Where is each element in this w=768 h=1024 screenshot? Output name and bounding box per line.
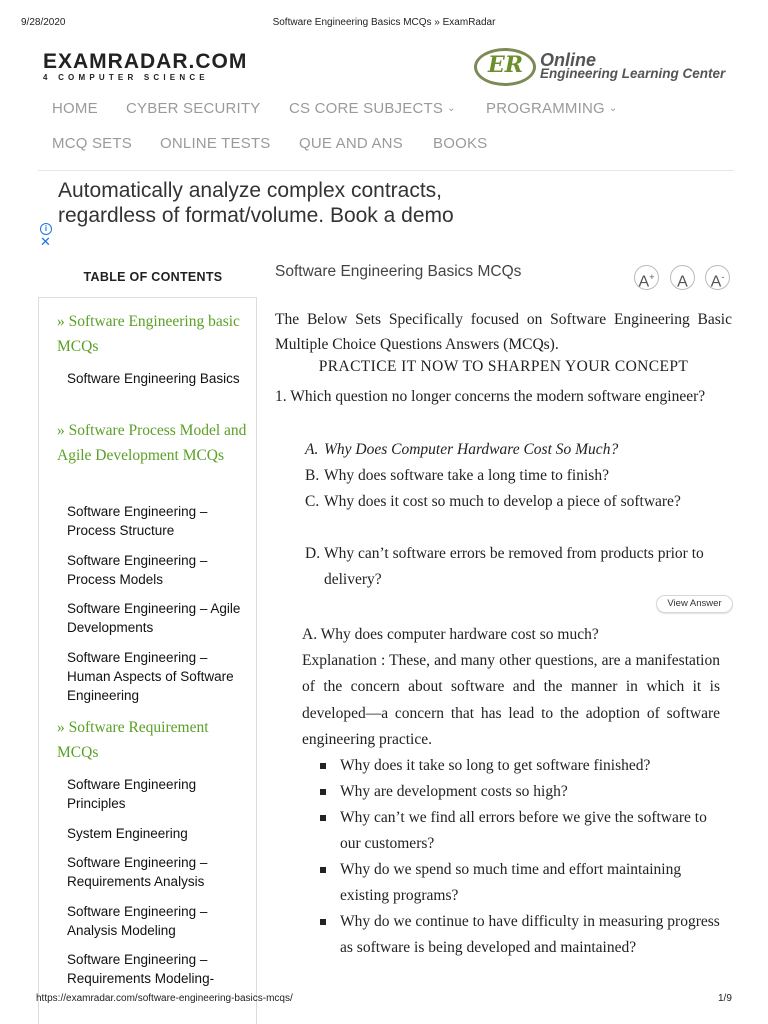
bullet-square-icon bbox=[320, 763, 326, 769]
font-btn-label: A bbox=[710, 273, 722, 291]
option-label: B. bbox=[305, 467, 320, 484]
nav-online-tests[interactable]: ONLINE TESTS bbox=[160, 135, 271, 152]
option-b bbox=[305, 463, 730, 489]
option-d bbox=[305, 541, 730, 592]
option-label: D. bbox=[305, 545, 321, 562]
toc-item[interactable]: Software Engineering – Agile Developments bbox=[67, 601, 241, 635]
toc-section-requirement[interactable]: » Software Requirement MCQs bbox=[57, 719, 209, 761]
font-increase-button[interactable] bbox=[634, 265, 659, 290]
font-decrease-button[interactable] bbox=[705, 265, 730, 290]
bullet-text: Why do we continue to have difficulty in measuring progress as software is being developed and maintained? bbox=[340, 913, 720, 956]
toc-item[interactable]: Software Engineering – Requirements Modeling- bbox=[67, 952, 215, 986]
toc-item[interactable]: Software Engineering Basics bbox=[67, 371, 240, 386]
option-text: Why can’t software errors be removed from products prior to delivery? bbox=[324, 545, 704, 588]
toc-item[interactable]: Software Engineering – Process Models bbox=[67, 553, 208, 587]
ad-text[interactable]: Automatically analyze complex contracts, regardless of format/volume. Book a demo bbox=[58, 179, 454, 227]
bullet-square-icon bbox=[320, 815, 326, 821]
partner-line-1: Online bbox=[540, 50, 597, 70]
ad-banner[interactable] bbox=[38, 170, 734, 251]
nav-programming[interactable] bbox=[486, 100, 617, 117]
option-text: Why does software take a long time to finish? bbox=[324, 467, 609, 484]
er-logo-letters: ER bbox=[488, 52, 524, 78]
font-btn-label: A bbox=[677, 273, 688, 291]
option-text: Why does it cost so much to develop a piece of software? bbox=[324, 493, 681, 510]
explanation-text: Explanation : These, and many other questions, are a manifestation of the concern about software and the manner in which it is developed—a concern that has lead to the adoption of software engineering practice. bbox=[302, 652, 720, 748]
toc-section-process[interactable]: » Software Process Model and Agile Development MCQs bbox=[57, 422, 247, 464]
print-date: 9/28/2020 bbox=[21, 17, 66, 28]
partner-logo[interactable] bbox=[474, 48, 734, 90]
partner-line-2: Engineering Learning Center bbox=[540, 66, 726, 81]
answer-text: A. Why does computer hardware cost so much? bbox=[302, 626, 599, 643]
site-logo[interactable]: EXAMRADAR.COM bbox=[43, 50, 248, 73]
nav-que-and-ans[interactable]: QUE AND ANS bbox=[299, 135, 403, 152]
option-text: Why Does Computer Hardware Cost So Much? bbox=[324, 441, 619, 458]
toc-item[interactable]: Software Engineering – Process Structure bbox=[67, 504, 208, 538]
chevron-down-icon: ⌄ bbox=[608, 103, 618, 114]
nav-home[interactable]: HOME bbox=[52, 100, 98, 117]
print-page-number: 1/9 bbox=[718, 993, 732, 1004]
toc-section-basics[interactable]: » Software Engineering basic MCQs bbox=[57, 313, 240, 355]
option-c bbox=[305, 489, 730, 515]
option-a bbox=[305, 437, 730, 463]
bullet-text: Why are development costs so high? bbox=[340, 783, 568, 800]
print-url: https://examradar.com/software-engineering-basics-mcqs/ bbox=[36, 993, 293, 1004]
site-tagline: 4 COMPUTER SCIENCE bbox=[43, 73, 209, 82]
option-label: C. bbox=[305, 493, 320, 510]
toc-item[interactable]: Software Engineering – Human Aspects of Software Engineering bbox=[67, 650, 234, 703]
nav-programming-label: PROGRAMMING bbox=[486, 100, 605, 117]
nav-cyber-security[interactable]: CYBER SECURITY bbox=[126, 100, 261, 117]
toc-item[interactable]: Software Engineering – Requirements Analysis bbox=[67, 855, 208, 889]
toc-item[interactable]: Software Engineering Principles bbox=[67, 777, 197, 811]
bullet-text: Why do we spend so much time and effort maintaining existing programs? bbox=[340, 861, 682, 904]
font-btn-sup: + bbox=[649, 272, 655, 282]
question-text: 1. Which question no longer concerns the modern software engineer? bbox=[275, 388, 706, 405]
font-btn-sup: - bbox=[721, 272, 725, 282]
bullet-text: Why does it take so long to get software finished? bbox=[340, 757, 651, 774]
bullet-square-icon bbox=[320, 867, 326, 873]
font-reset-button[interactable] bbox=[670, 265, 695, 290]
practice-heading: PRACTICE IT NOW TO SHARPEN YOUR CONCEPT bbox=[318, 358, 689, 375]
ad-close-icon[interactable]: ✕ bbox=[40, 234, 51, 249]
option-label: A. bbox=[305, 441, 319, 458]
page-title: Software Engineering Basics MCQs bbox=[275, 263, 522, 280]
print-title: Software Engineering Basics MCQs » ExamRadar bbox=[272, 17, 496, 28]
view-answer-button[interactable]: View Answer bbox=[656, 595, 733, 613]
bullet-square-icon bbox=[320, 919, 326, 925]
nav-books[interactable]: BOOKS bbox=[433, 135, 488, 152]
ad-info-icon[interactable]: i bbox=[40, 223, 52, 235]
bullet-square-icon bbox=[320, 789, 326, 795]
nav-mcq-sets[interactable]: MCQ SETS bbox=[52, 135, 132, 152]
toc-item[interactable]: Software Engineering – Analysis Modeling bbox=[67, 904, 208, 938]
font-btn-label: A bbox=[638, 273, 650, 291]
toc-item[interactable]: System Engineering bbox=[67, 826, 188, 841]
intro-paragraph: The Below Sets Specifically focused on Software Engineering Basic Multiple Choice Questions Answers (MCQs). bbox=[275, 311, 732, 353]
nav-cs-core-subjects[interactable] bbox=[289, 100, 456, 117]
toc-title: TABLE OF CONTENTS bbox=[83, 270, 223, 284]
bullet-text: Why can’t we find all errors before we give the software to our customers? bbox=[340, 809, 707, 852]
nav-cs-core-label: CS CORE SUBJECTS bbox=[289, 100, 444, 117]
chevron-down-icon: ⌄ bbox=[447, 103, 456, 114]
